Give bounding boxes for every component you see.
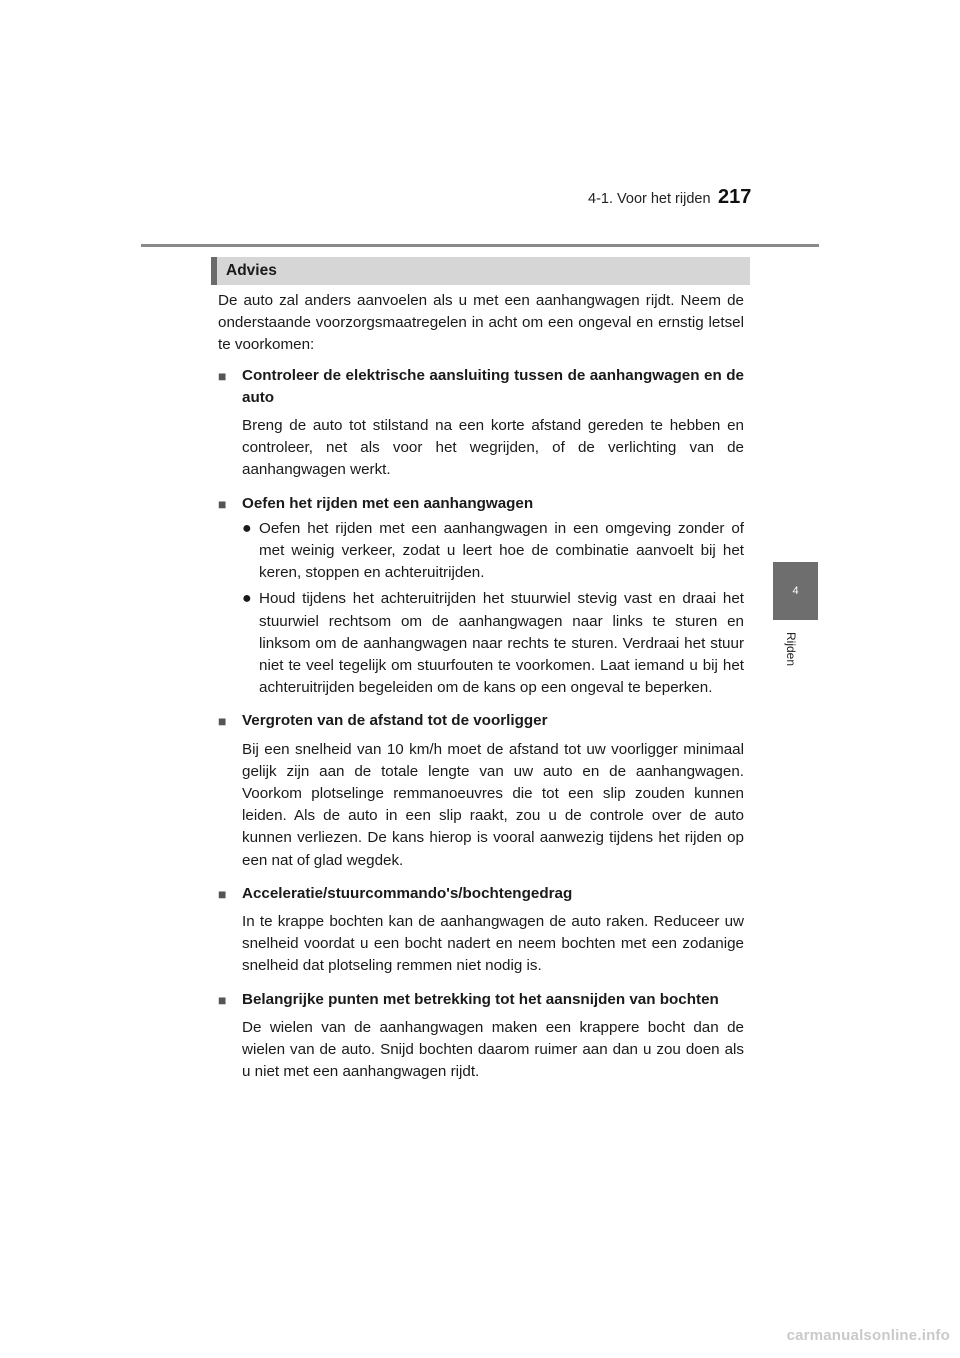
advies-title: Advies — [226, 262, 277, 279]
section-heading: Belangrijke punten met betrekking tot het aansnijden van bochten — [242, 990, 719, 1008]
section-heading: Vergroten van de afstand tot de voorligger — [242, 712, 548, 730]
list-item — [242, 588, 744, 699]
section-heading: Controleer de elektrische aansluiting tussen de aanhangwagen en de auto — [242, 366, 744, 406]
section-body: Bij een snelheid van 10 km/h moet de afstand tot uw voorligger minimaal gelijk zijn aan de totale lengte van uw auto en de aanhangwagen. Voorkom plotselinge remmanoeuvres die tot een slip zouden kunnen leiden. Als de auto in een slip raakt, zou u de controle over de auto kunnen verliezen. De kans hierop is vooral aanwezig tijdens het rijden op een nat of glad wegdek. — [242, 740, 744, 869]
section-electrical — [218, 365, 744, 482]
section-title: 4-1. Voor het rijden — [588, 191, 711, 207]
section-cornering — [218, 989, 744, 1084]
square-bullet-icon: ■ — [218, 367, 227, 384]
watermark: carmanualsonline.info — [786, 1327, 950, 1344]
bullet-text: Oefen het rijden met een aanhangwagen in een omgeving zonder of met weinig verkeer, zodat u leert hoe de combinatie aanvoelt bij het keren, stoppen en achteruitrijden. — [259, 519, 744, 582]
chapter-tab — [773, 562, 818, 620]
square-bullet-icon: ■ — [218, 713, 227, 730]
bullet-list — [218, 518, 744, 700]
circle-bullet-icon: ● — [242, 519, 252, 537]
advies-content — [218, 290, 744, 1095]
section-body: Breng de auto tot stilstand na een korte afstand gereden te hebben en controleer, net als voor het wegrijden, of de verlichting van de aanhangwagen werkt. — [242, 417, 744, 479]
chapter-number: 4 — [792, 585, 799, 597]
square-bullet-icon: ■ — [218, 885, 227, 902]
section-heading: Acceleratie/stuurcommando's/bochtengedrag — [242, 884, 573, 902]
page-number: 217 — [718, 186, 752, 208]
section-body: De wielen van de aanhangwagen maken een krappere bocht dan de wielen van de auto. Snijd bochten daarom ruimer aan dan u zou doen als u niet met een aanhangwagen rijdt. — [242, 1018, 744, 1081]
header-divider — [141, 244, 819, 247]
chapter-label: Rijden — [784, 632, 798, 667]
section-acceleration — [218, 883, 744, 978]
square-bullet-icon: ■ — [218, 495, 227, 512]
square-bullet-icon: ■ — [218, 991, 227, 1008]
circle-bullet-icon: ● — [242, 590, 252, 608]
list-item — [242, 518, 744, 585]
advies-intro: De auto zal anders aanvoelen als u met een aanhangwagen rijdt. Neem de onderstaande voorzorgsmaatregelen in acht om een ongeval en ernstig letsel te voorkomen: — [218, 292, 744, 354]
section-practice — [218, 493, 744, 700]
bullet-text: Houd tijdens het achteruitrijden het stuurwiel stevig vast en draai het stuurwiel rechtsom om de aanhangwagen naar links te sturen en linksom om de aanhangwagen naar rechts te sturen. Verdraai het stuur niet te veel tegelijk om stuurfouten te voorkomen. Laat iemand u bij het achteruitrijden begeleiden om de kans op een ongeval te beperken. — [259, 590, 744, 697]
advies-heading — [211, 257, 750, 285]
section-body: In te krappe bochten kan de aanhangwagen de auto raken. Reduceer uw snelheid voordat u een bocht nadert en neem bochten met een zodanige snelheid dat plotseling remmen niet nodig is. — [242, 913, 744, 975]
section-distance — [218, 710, 744, 871]
section-heading: Oefen het rijden met een aanhangwagen — [242, 494, 534, 512]
